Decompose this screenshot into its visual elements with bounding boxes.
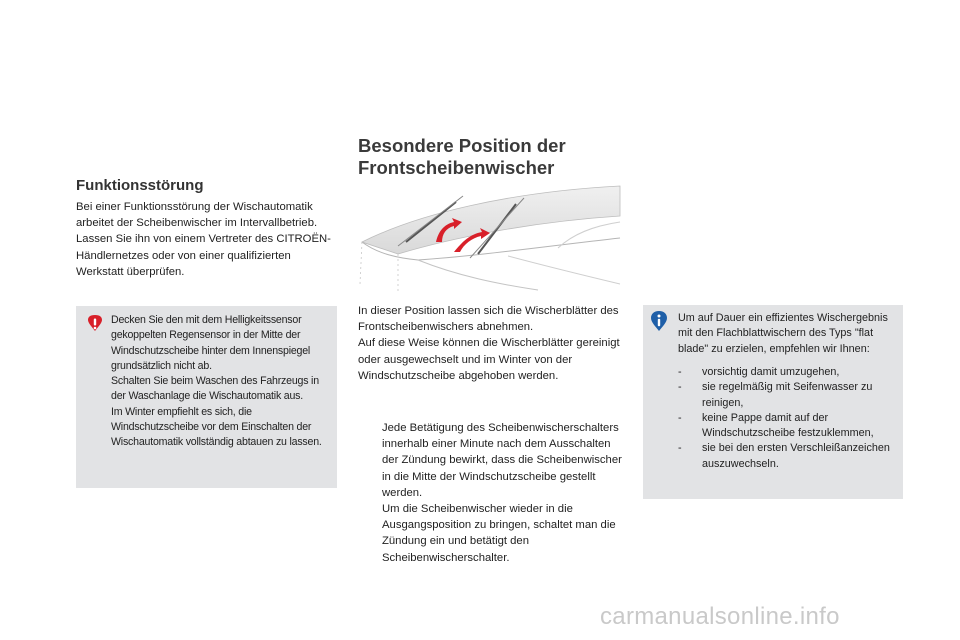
list-item [358,420,630,501]
list-item [678,380,900,411]
warning-box [76,306,337,488]
warning-icon [84,314,106,336]
bullet-text: Um die Scheibenwischer wieder in die Ausgangsposition zu bringen, schaltet man die Zündung ein und betätigt den Scheibenwischerschalter. [382,503,616,564]
list-item [678,411,900,442]
list-item [678,441,900,472]
special-position-paragraph: In dieser Position lassen sich die Wischerblätter des Frontscheibenwischers abnehmen. Auf diese Weise können die Wischerblätter gereinigt oder ausgewechselt und im Winter von der Windschutzscheibe abgehoben werden. [358,305,620,382]
dash-marker: - [678,366,682,378]
info-item-text: sie bei den ersten Verschleißanzeichen auszuwechseln. [702,442,890,470]
wiper-illustration [358,184,622,294]
malfunction-paragraph: Bei einer Funktionsstörung der Wischautomatik arbeitet der Scheibenwischer im Intervallbetrieb. Lassen Sie ihn von einem Vertreter des CITROËN-Händlernetzes oder von einer qualifizierten Werkstatt überprüfen. [76,201,331,278]
dash-marker: - [678,442,682,455]
info-list [678,365,900,472]
list-item [358,501,630,566]
info-item-text: sie regelmäßig mit Seifenwasser zu reinigen, [702,381,873,409]
page-title: Besondere Position der Frontscheibenwischer [358,135,566,178]
dash-marker: - [678,381,682,394]
info-box [643,305,903,499]
info-item-text: keine Pappe damit auf der Windschutzscheibe festzuklemmen, [702,411,874,440]
dash-marker: - [678,411,682,424]
info-intro: Um auf Dauer ein effizientes Wischergebnis mit den Flachblattwischern des Typs "flat blade" zu erzielen, empfehlen wir Ihnen: [678,312,888,355]
section-heading-malfunction: Funktionsstörung [76,177,204,194]
info-icon [648,310,670,332]
warning-text: Decken Sie den mit dem Helligkeitssensor gekoppelten Regensensor in der Mitte der Windschutzscheibe hinter dem Innenspiegel grundsätzlich nicht ab. Schalten Sie beim Waschen des Fahrzeugs in der Waschanlage die Wischautomatik aus. Im Winter empfiehlt es sich, die Windschutzscheibe vor dem Einschalten der Wischautomatik vollständig abtauen zu lassen. [111,314,322,449]
bullet-text: Jede Betätigung des Scheibenwischerschalters innerhalb einer Minute nach dem Ausschalten der Zündung bewirkt, dass die Scheibenwischer in die Mitte der Windschutzscheibe gestellt werden. [382,422,622,499]
watermark: carmanualsonline.info [600,603,840,630]
list-item [678,365,900,380]
special-position-bullets [358,420,630,566]
info-item-text: vorsichtig damit umzugehen, [702,366,840,378]
